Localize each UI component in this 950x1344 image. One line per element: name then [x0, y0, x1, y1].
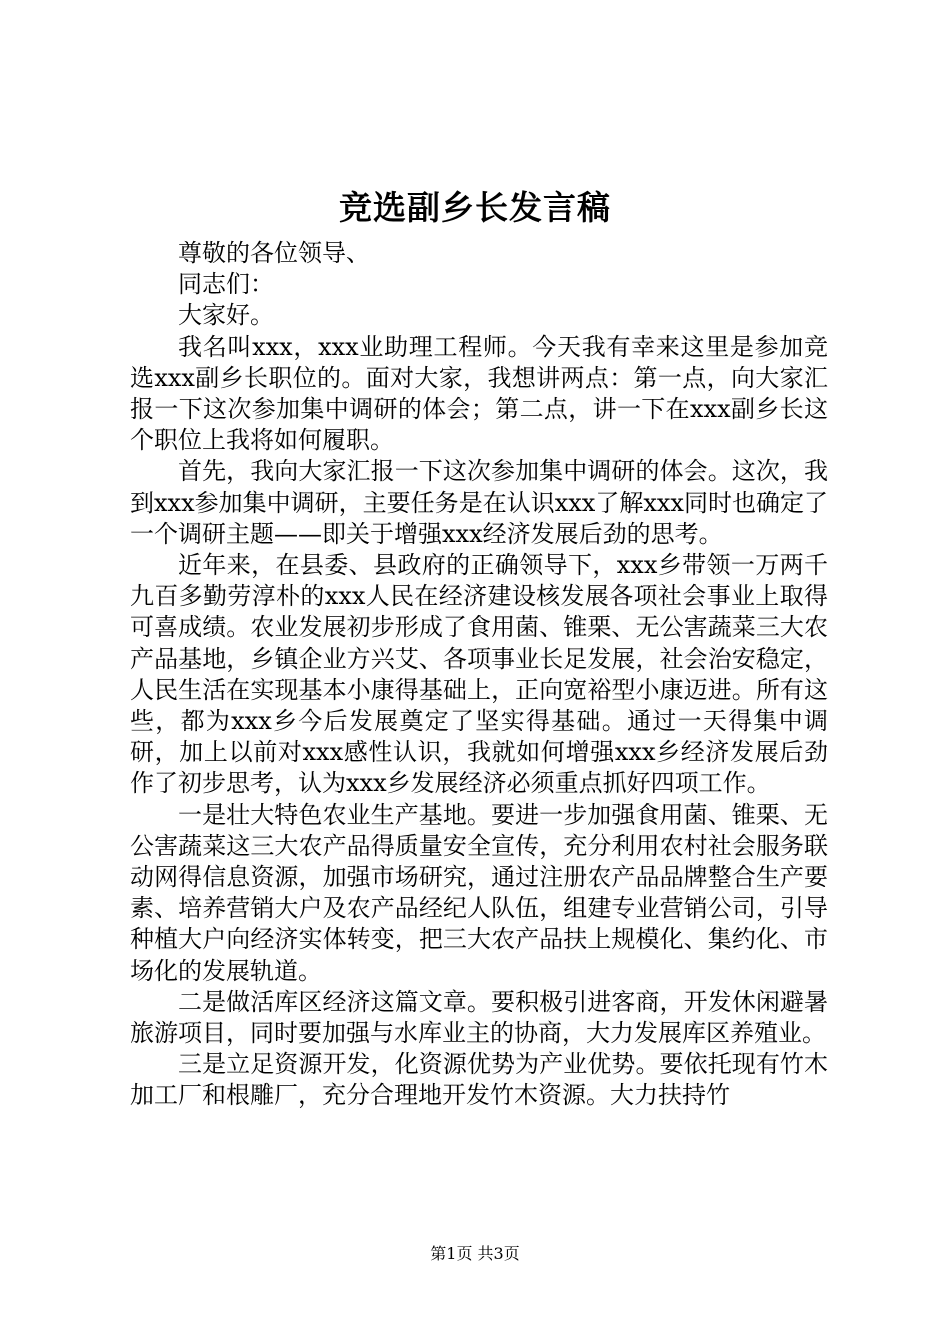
document-title: 竞选副乡长发言稿	[339, 188, 611, 227]
paragraph: 尊敬的各位领导、	[178, 239, 370, 267]
paragraph: 首先，我向大家汇报一下这次参加集中调研的体会。这次，我到xxx参加集中调研，主要任务是在认识xxx了解xxx同时也确定了一个调研主题——即关于增强xxx经济发展后劲的思考。	[130, 457, 828, 548]
document-body	[130, 238, 828, 1112]
page-footer: 第1页 共3页	[430, 1244, 520, 1263]
paragraph: 二是做活库区经济这篇文章。要积极引进客商，开发休闲避暑旅游项目，同时要加强与水库业主的协商，大力发展库区养殖业。	[130, 987, 828, 1048]
paragraph: 同志们：	[178, 270, 274, 299]
paragraph: 一是壮大特色农业生产基地。要进一步加强食用菌、锥栗、无公害蔬菜这三大农产品得质量安全宣传，充分利用农村社会服务联动网得信息资源，加强市场研究，通过注册农产品品牌整合生产要素、培养营销大户及农产品经纪人队伍，组建专业营销公司，引导种植大户向经济实体转变，把三大农产品扶上规模化、集约化、市场化的发展轨道。	[130, 800, 828, 985]
paragraph: 三是立足资源开发，化资源优势为产业优势。要依托现有竹木加工厂和根雕厂，充分合理地开发竹木资源。大力扶持竹	[130, 1050, 828, 1110]
paragraph: 近年来，在县委、县政府的正确领导下，xxx乡带领一万两千九百多勤劳淳朴的xxx人民在经济建设核发展各项社会事业上取得可喜成绩。农业发展初步形成了食用菌、锥栗、无公害蔬菜三大农产品基地，乡镇企业方兴艾、各项事业长足发展，社会治安稳定，人民生活在实现基本小康得基础上，正向宽裕型小康迈进。所有这些，都为xxx乡今后发展奠定了坚实得基础。通过一天得集中调研，加上以前对xxx感性认识，我就如何增强xxx乡经济发展后劲作了初步思考，认为xxx乡发展经济必须重点抓好四项工作。	[130, 551, 828, 798]
paragraph: 我名叫xxx，xxx业助理工程师。今天我有幸来这里是参加竞选xxx副乡长职位的。面对大家，我想讲两点：第一点，向大家汇报一下这次参加集中调研的体会；第二点，讲一下在xxx副乡长这个职位上我将如何履职。	[130, 332, 828, 455]
paragraph: 大家好。	[178, 301, 274, 330]
